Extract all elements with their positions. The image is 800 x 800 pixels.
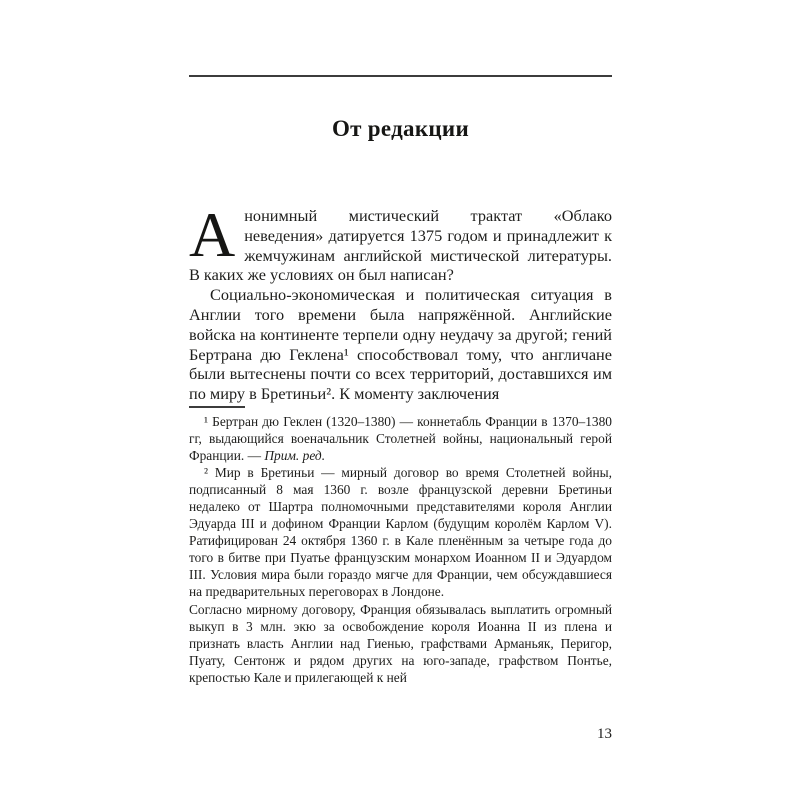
- body-text: [189, 199, 612, 404]
- chapter-heading: От редакции: [331, 116, 470, 141]
- editor-note-italic: Прим. ред.: [264, 447, 326, 463]
- header-rule: [189, 75, 612, 77]
- second-paragraph: Социально-экономическая и политическая ситуация в Англии того времени была напряжённой. Английские войска на континенте терпели одну неудачу за другой; гений Бертрана дю Геклена¹ способствовал тому, что англичане были вытеснены почти со всех территорий, доставшихся им по миру в Бретиньи². К моменту заключения: [189, 285, 612, 404]
- footnote-1: [189, 413, 612, 464]
- footnote-2-continuation: Согласно мирному договору, Франция обязывалась выплатить огромный выкуп в 3 млн. экю за освобождение короля Иоанна II из плена и признать власть Англии над Гиенью, графствами Арманьяк, Перигор, Пуату, Сентонж и рядом других на юго-западе, графством Понтье, крепостью Кале и прилегающей к ней: [189, 601, 612, 685]
- footnote-2: ² Мир в Бретиньи — мирный договор во время Столетней войны, подписанный 8 мая 1360 г. возле французской деревни Бретиньи недалеко от Шартра полномочными представителями короля Англии Эдуарда III и дофином Франции Карлом (будущим королём Карлом V). Ратифицирован 24 октября 1360 г. в Кале пленённым за четыре года до того в битве при Пуатье французским монархом Иоанном II и Эдуардом III. Условия мира были гораздо мягче для Франции, чем обсуждавшиеся на предварительных переговорах в Лондоне.: [189, 464, 612, 600]
- text-block: [189, 0, 612, 800]
- footnotes-section: [189, 406, 612, 686]
- drop-cap: А: [189, 199, 236, 270]
- page-number: 13: [597, 726, 612, 742]
- footnote-1-text: ¹ Бертран дю Геклен (1320–1380) — коннетабль Франции в 1370–1380 гг, выдающийся военачальник Столетней войны, национальный герой Франции. —: [189, 413, 612, 463]
- footnote-separator-rule: [189, 406, 245, 408]
- opening-paragraph-text: нонимный мистический трактат «Облако неведения» датируется 1375 годом и принадлежит к жемчужинам английской мистической литературы. В каких же условиях он был написан?: [189, 206, 612, 285]
- opening-paragraph: [189, 199, 612, 285]
